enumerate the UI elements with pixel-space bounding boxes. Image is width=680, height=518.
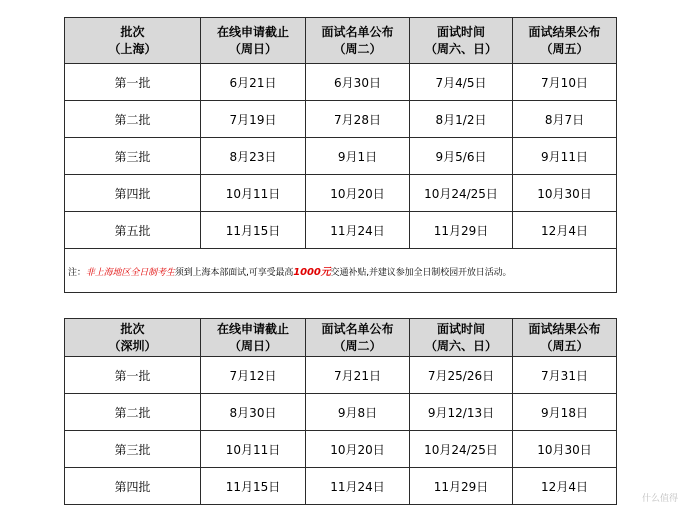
table-cell: 8月30日	[201, 394, 306, 431]
table-cell: 7月25/26日	[410, 357, 513, 394]
table-row	[65, 175, 617, 212]
table-cell: 7月28日	[306, 101, 410, 138]
table-cell: 第一批	[65, 64, 201, 101]
table-cell: 10月30日	[513, 431, 617, 468]
table-row	[65, 394, 617, 431]
table-cell: 8月1/2日	[410, 101, 513, 138]
table-cell: 11月24日	[306, 468, 410, 505]
table-cell: 7月12日	[201, 357, 306, 394]
watermark: 什么值得	[641, 494, 678, 504]
table-cell: 9月1日	[306, 138, 410, 175]
table-cell: 9月12/13日	[410, 394, 513, 431]
table-cell: 10月11日	[201, 431, 306, 468]
table-cell: 10月11日	[201, 175, 306, 212]
table-cell: 第一批	[65, 357, 201, 394]
table-cell: 9月18日	[513, 394, 617, 431]
table-cell: 6月21日	[201, 64, 306, 101]
table-cell: 8月7日	[513, 101, 617, 138]
note-mid: 须到上海本部面试,可享受最高	[174, 268, 294, 278]
table-cell: 9月5/6日	[410, 138, 513, 175]
header-result-release: 面试结果公布 （周五）	[513, 319, 617, 357]
shanghai-schedule-table	[64, 17, 617, 293]
note-prefix: 注：	[68, 268, 86, 278]
note-cell	[65, 249, 617, 293]
header-batch: 批次 （上海）	[65, 18, 201, 64]
header-apply-deadline: 在线申请截止 （周日）	[201, 18, 306, 64]
table-row	[65, 101, 617, 138]
table-cell: 第三批	[65, 431, 201, 468]
table-cell: 10月20日	[306, 175, 410, 212]
table-cell: 12月4日	[513, 468, 617, 505]
note-highlight: 非上海地区全日制考生	[85, 268, 175, 278]
shenzhen-schedule-table	[64, 318, 617, 505]
table-cell: 11月15日	[201, 468, 306, 505]
table-cell: 8月23日	[201, 138, 306, 175]
header-interview-time: 面试时间 （周六、日）	[410, 18, 513, 64]
table-cell: 6月30日	[306, 64, 410, 101]
table-cell: 10月20日	[306, 431, 410, 468]
table-cell: 9月8日	[306, 394, 410, 431]
table-row	[65, 357, 617, 394]
header-batch: 批次 （深圳）	[65, 319, 201, 357]
table-cell: 第四批	[65, 468, 201, 505]
header-result-release: 面试结果公布 （周五）	[513, 18, 617, 64]
table-row	[65, 468, 617, 505]
note-row	[65, 249, 617, 293]
table-cell: 第三批	[65, 138, 201, 175]
header-list-release: 面试名单公布 （周二）	[306, 319, 410, 357]
table-cell: 11月15日	[201, 212, 306, 249]
table-cell: 10月30日	[513, 175, 617, 212]
table-cell: 9月11日	[513, 138, 617, 175]
table-header-row	[65, 319, 617, 357]
header-interview-time: 面试时间 （周六、日）	[410, 319, 513, 357]
table-cell: 11月29日	[410, 468, 513, 505]
table-row	[65, 212, 617, 249]
table-cell: 10月24/25日	[410, 175, 513, 212]
table-cell: 7月21日	[306, 357, 410, 394]
table-cell: 10月24/25日	[410, 431, 513, 468]
table-row	[65, 138, 617, 175]
note-suffix: 交通补贴,并建议参加全日制校园开放日活动。	[330, 268, 512, 278]
table-cell: 第五批	[65, 212, 201, 249]
table-cell: 11月29日	[410, 212, 513, 249]
table-cell: 11月24日	[306, 212, 410, 249]
table-cell: 7月4/5日	[410, 64, 513, 101]
note-amount: 1000元	[293, 267, 331, 278]
table-cell: 12月4日	[513, 212, 617, 249]
table-header-row	[65, 18, 617, 64]
table-row	[65, 64, 617, 101]
table-cell: 第四批	[65, 175, 201, 212]
table-cell: 7月19日	[201, 101, 306, 138]
table-cell: 7月31日	[513, 357, 617, 394]
table-row	[65, 431, 617, 468]
header-apply-deadline: 在线申请截止 （周日）	[201, 319, 306, 357]
table-cell: 7月10日	[513, 64, 617, 101]
table-cell: 第二批	[65, 101, 201, 138]
header-list-release: 面试名单公布 （周二）	[306, 18, 410, 64]
table-cell: 第二批	[65, 394, 201, 431]
